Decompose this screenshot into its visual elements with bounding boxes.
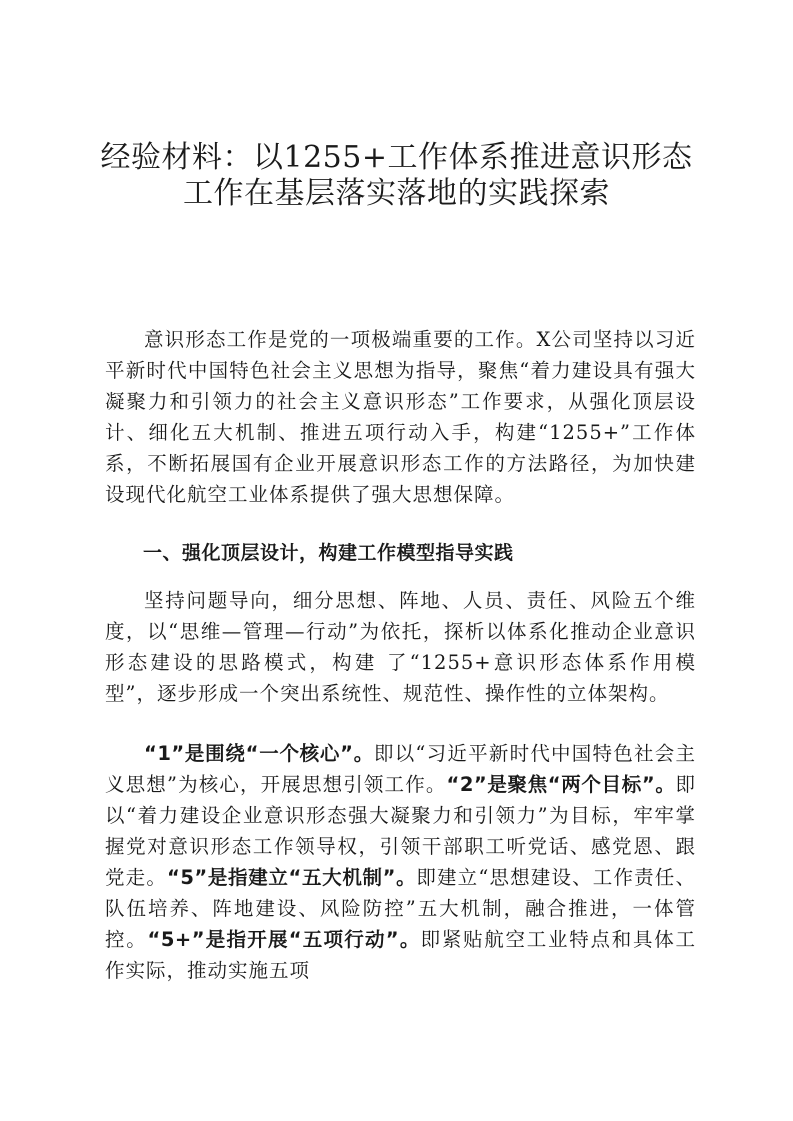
intro-paragraph: 意识形态工作是党的一项极端重要的工作。X公司坚持以习近平新时代中国特色社会主义思想为指导，聚焦“着力建设具有强大凝聚力和引领力的社会主义意识形态”工作要求，从强化顶层设计、细化五大机制、推进五项行动入手，构建“1255+”工作体系，不断拓展国有企业开展意识形态工作的方法路径，为加快建设现代化航空工业体系提供了强大思想保障。 (105, 328, 696, 506)
goals-explanation: 即以“着力建设企业意识形态强大凝聚力和引领力”为目标，牢牢掌握党对意识形态工作领导权，引领干部职工听党话、感党恩、跟党走。 (105, 773, 696, 889)
bold-phrase-actions: “5+”是指开展“五项行动”。 (147, 928, 421, 951)
model-explanation-paragraph (105, 738, 696, 986)
bold-phrase-mechanisms: “5”是指建立“五大机制”。 (167, 866, 417, 889)
core-explanation: 即以“习近平新时代中国特色社会主义思想”为核心，开展思想引领工作。 (105, 742, 696, 796)
section-heading-1: 一、强化顶层设计，构建工作模型指导实践 (143, 542, 514, 564)
document-title: 经验材料：以1255+工作体系推进意识形态工作在基层落实落地的实践探索 (100, 140, 693, 211)
mechanisms-explanation: 即建立“思想建设、工作责任、队伍培养、阵地建设、风险防控”五大机制，融合推进，一体管控。 (105, 866, 696, 951)
bold-phrase-core: “1”是围绕“一个核心”。 (144, 742, 374, 765)
section-1-paragraph: 坚持问题导向，细分思想、阵地、人员、责任、风险五个维度，以“思维—管理—行动”为依托，探析以体系化推动企业意识形态建设的思路模式，构建 了“1255+意识形态体系作用模型”，逐步形成一个突出系统性、规范性、操作性的立体架构。 (105, 589, 696, 705)
bold-phrase-goals: “2”是聚焦“两个目标”。 (446, 773, 676, 796)
actions-explanation: 即紧贴航空工业特点和具体工作实际，推动实施五项 (105, 928, 696, 982)
